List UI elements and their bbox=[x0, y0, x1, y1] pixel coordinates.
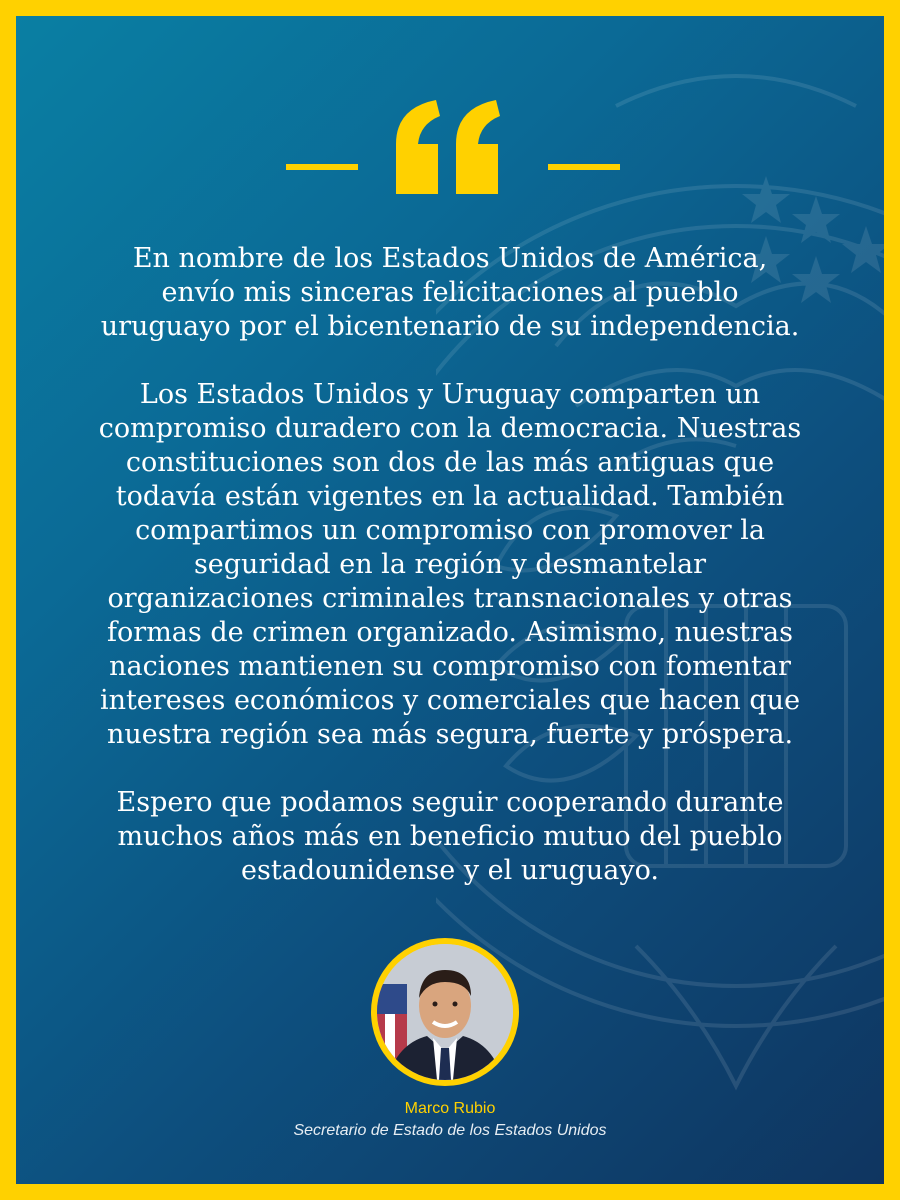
opening-quote-icon bbox=[390, 98, 510, 196]
quote-header bbox=[16, 96, 884, 196]
left-accent-line bbox=[286, 164, 358, 170]
portrait-image bbox=[377, 944, 513, 1080]
avatar bbox=[377, 944, 513, 1080]
statement-paragraph: En nombre de los Estados Unidos de América, envío mis sinceras felicitaciones al pueblo uruguayo por el bicentenario de su independencia. bbox=[100, 243, 800, 342]
statement-card bbox=[16, 16, 884, 1184]
right-accent-line bbox=[548, 164, 620, 170]
signatory-name: Marco Rubio bbox=[404, 1100, 496, 1117]
avatar-ring bbox=[371, 938, 519, 1086]
statement-text bbox=[56, 242, 844, 922]
statement-paragraph: Espero que podamos seguir cooperando durante muchos años más en beneficio mutuo del pueblo estadounidense y el uruguayo. bbox=[116, 787, 784, 886]
signatory-title: Secretario de Estado de los Estados Unidos bbox=[293, 1122, 607, 1139]
statement-paragraph: Los Estados Unidos y Uruguay comparten un compromiso duradero con la democracia. Nuestras constituciones son dos de las más antiguas que todavía están vigentes en la actualidad. También compartimos un compromiso con promover la seguridad en la región y desmantelar organizaciones criminales transnacionales y otras formas de crimen organizado. Asimismo, nuestras naciones mantienen su compromiso con fomentar intereses económicos y comerciales que hacen que nuestra región sea más segura, fuerte y próspera. bbox=[98, 379, 802, 750]
